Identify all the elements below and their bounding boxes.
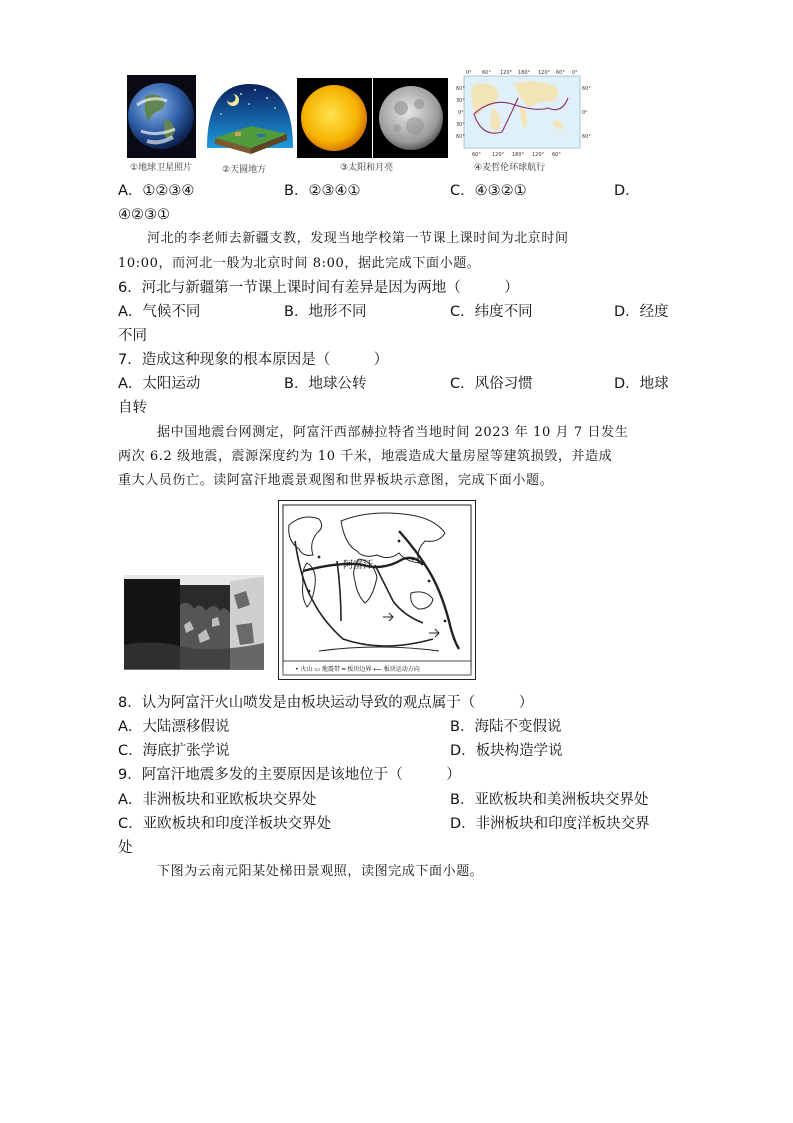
q9-stem: 9．阿富汗地震多发的主要原因是该地位于（ ） xyxy=(118,767,461,783)
q8-option-a: A．大陆漂移假说 xyxy=(118,719,230,735)
map-lat-label-4: 30° xyxy=(456,122,465,128)
q7-option-d: D．地球 xyxy=(614,376,669,392)
map-lon-label-4: 180° xyxy=(518,70,531,76)
q8-option-d: D．板块构造学说 xyxy=(450,743,563,759)
earthquake-landscape-photo xyxy=(124,575,264,670)
map-lon-label-2: 60° xyxy=(482,70,491,76)
map-lon-label-b5: 120° xyxy=(532,152,545,158)
map-lat-label-right-5: 60° xyxy=(582,134,591,140)
q8-option-b: B．海陆不变假说 xyxy=(450,719,562,735)
q5-option-d: D． xyxy=(614,183,640,199)
intro-2-line-2: 两次 6.2 级地震，震源深度约为 10 千米，地震造成大量房屋等建筑损毁，并造成 xyxy=(118,449,613,464)
q6-option-a: A．气候不同 xyxy=(118,304,201,320)
afghanistan-label: 阿富汗 xyxy=(343,560,373,571)
q9-option-d: D．非洲板块和印度洋板块交界 xyxy=(450,816,650,832)
map-lat-label-3: 0° xyxy=(458,110,464,116)
intro-1-line-1: 河北的李老师去新疆支教，发现当地学校第一节课上课时间为北京时间 xyxy=(147,231,569,246)
map-lat-label-1: 60° xyxy=(456,86,465,92)
q6-option-d-wrap: 不同 xyxy=(118,328,147,344)
q7-option-d-wrap: 自转 xyxy=(118,400,147,416)
q9-option-c: C．亚欧板块和印度洋板块交界处 xyxy=(118,816,332,832)
map-lon-label-6: 60° xyxy=(556,70,565,76)
round-sky-square-earth-picture xyxy=(205,80,295,160)
q5-option-d-wrap: ④②③① xyxy=(118,207,170,223)
q5-option-c: C．④③②① xyxy=(450,183,527,199)
intro-2-line-3: 重大人员伤亡。读阿富汗地震景观图和世界板块示意图，完成下面小题。 xyxy=(118,473,554,488)
intro-3-line-1: 下图为云南元阳某处梯田景观照，读图完成下面小题。 xyxy=(157,864,484,879)
q7-stem: 7．造成这种现象的根本原因是（ ） xyxy=(118,352,389,368)
map-lon-label-b6: 60° xyxy=(552,152,561,158)
intro-2-line-1: 据中国地震台网测定，阿富汗西部赫拉特省当地时间 2023 年 10 月 7 日发生 xyxy=(157,425,629,440)
caption-3: ③太阳和月亮 xyxy=(340,163,394,173)
q9-option-b: B．亚欧板块和美洲板块交界处 xyxy=(450,792,649,808)
q6-option-b: B．地形不同 xyxy=(284,304,367,320)
q7-option-a: A．太阳运动 xyxy=(118,376,201,392)
q6-stem: 6．河北与新疆第一节课上课时间有差异是因为两地（ ） xyxy=(118,280,519,296)
q8-option-c: C．海底扩张学说 xyxy=(118,743,230,759)
q9-option-a: A．非洲板块和亚欧板块交界处 xyxy=(118,792,317,808)
magellan-voyage-map xyxy=(452,68,592,158)
caption-1: ①地球卫星照片 xyxy=(130,163,193,173)
map-lon-label-3: 120° xyxy=(500,70,513,76)
q5-option-a: A．①②③④ xyxy=(118,183,195,199)
map-lon-label-b2: 60° xyxy=(472,152,481,158)
q9-option-d-wrap: 处 xyxy=(118,840,133,856)
map-lon-label-7: 0° xyxy=(572,70,578,76)
moon-picture xyxy=(373,78,448,158)
map-lat-label-right-3: 0° xyxy=(582,110,588,116)
map-lon-label-1: 0° xyxy=(466,70,472,76)
q5-option-b: B．②③④① xyxy=(284,183,361,199)
map-lat-label-5: 60° xyxy=(456,134,465,140)
q6-option-c: C．纬度不同 xyxy=(450,304,533,320)
map-lon-label-5: 120° xyxy=(538,70,551,76)
plate-map-legend: • 火山 ▭ 地震带 ━ 板块边界 ⟵ 板块运动方向 xyxy=(295,666,420,673)
earth-satellite-photo xyxy=(127,75,196,158)
map-lat-label-right-1: 60° xyxy=(582,86,591,92)
q6-option-d: D．经度 xyxy=(614,304,669,320)
map-lon-label-b4: 180° xyxy=(512,152,525,158)
sun-picture xyxy=(297,78,372,158)
q7-option-c: C．风俗习惯 xyxy=(450,376,533,392)
q8-stem: 8．认为阿富汗火山喷发是由板块运动导致的观点属于（ ） xyxy=(118,695,534,711)
map-lon-label-b3: 120° xyxy=(492,152,505,158)
world-plate-map xyxy=(278,500,476,680)
caption-4: ④麦哲伦环球航行 xyxy=(474,163,546,173)
map-lat-label-2: 30° xyxy=(456,98,465,104)
caption-2: ②天圆地方 xyxy=(222,165,267,175)
intro-1-line-2: 10:00，而河北一般为北京时间 8:00，据此完成下面小题。 xyxy=(118,256,481,271)
q7-option-b: B．地球公转 xyxy=(284,376,367,392)
